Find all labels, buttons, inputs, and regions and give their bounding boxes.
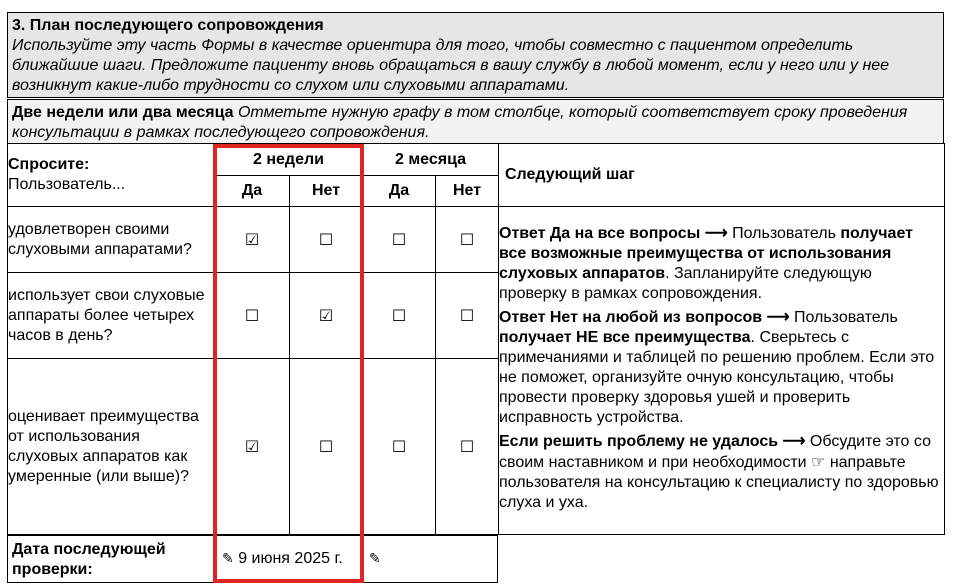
follow-up-date-row (7, 535, 498, 583)
next-step-unresolved: Если решить проблему не удалось ⟶ Обсудите это со своим наставником и при необходимости ☞ направьте пользователя на консультацию к специалисту по здоровью слуха и уха. (499, 433, 939, 511)
timing-note: Отметьте нужную графу в том столбце, который соответствует сроку проведения консультации в рамках последующего сопровождения. (12, 104, 908, 141)
follow-up-table (7, 143, 945, 535)
table-row (8, 207, 945, 273)
next-step-cell (499, 207, 945, 535)
date-2weeks-value: 9 июня 2025 г. (238, 550, 343, 567)
checkbox-2weeks-yes[interactable]: ☑ (215, 207, 290, 273)
date-label: Дата последующей проверки: (12, 541, 166, 578)
pointing-hand-icon: ☞ (811, 452, 826, 471)
ask-header (8, 144, 215, 207)
question-3: оценивает преимущества от использования слуховых аппаратов как умеренные (или выше)? (8, 359, 215, 535)
col-2months-header: 2 месяца (363, 144, 499, 176)
timing-instruction (7, 99, 944, 144)
section-intro: Используйте эту часть Формы в качестве ориентира для того, чтобы совместно с пациентом определить ближайшие шаги. Предложите пациенту вновь обращаться в вашу службу в любой момент, если у него или у нее возникнут какие-либо трудности со слухом или слуховыми аппаратами. (12, 37, 890, 94)
checkbox-2months-no[interactable]: ☐ (436, 359, 499, 535)
checkbox-2weeks-yes[interactable]: ☑ (215, 359, 290, 535)
col-2weeks-header: 2 недели (215, 144, 363, 176)
arrow-right-icon: ⟶ (782, 433, 806, 450)
date-2weeks-field[interactable] (222, 549, 343, 569)
checkbox-2weeks-no[interactable]: ☑ (290, 273, 363, 359)
ask-subtitle: Пользователь... (8, 176, 126, 193)
question-2: использует свои слуховые аппараты более четырех часов в день? (8, 273, 215, 359)
ask-title: Спросите: (8, 156, 90, 173)
date-2months-field[interactable] (369, 549, 381, 569)
checkbox-2weeks-no[interactable]: ☐ (290, 207, 363, 273)
question-1: удовлетворен своими слуховыми аппаратами? (8, 207, 215, 273)
checkbox-2months-yes[interactable]: ☐ (363, 273, 436, 359)
col-2weeks-yes: Да (215, 176, 290, 207)
checkbox-2weeks-yes[interactable]: ☐ (215, 273, 290, 359)
section-title: 3. План последующего сопровождения (12, 17, 324, 34)
checkbox-2months-no[interactable]: ☐ (436, 207, 499, 273)
next-step-header: Следующий шаг (499, 144, 945, 207)
timing-title: Две недели или два месяца (12, 104, 234, 121)
next-step-no: Ответ Нет на любой из вопросов ⟶ Пользователь получает НЕ все преимущества. Сверьтесь с примечаниями и таблицей по решению проблем. Если это не поможет, организуйте очную консультацию, чтобы провести проверку здоровья ушей и проверить исправность устройства. (499, 309, 935, 426)
col-2months-yes: Да (363, 176, 436, 207)
pencil-icon: ✎ (369, 551, 381, 567)
checkbox-2months-yes[interactable]: ☐ (363, 207, 436, 273)
pencil-icon: ✎ (222, 551, 234, 567)
section-header (7, 12, 944, 98)
arrow-right-icon: ⟶ (766, 309, 790, 326)
checkbox-2months-yes[interactable]: ☐ (363, 359, 436, 535)
arrow-right-icon: ⟶ (704, 225, 728, 242)
next-step-yes: Ответ Да на все вопросы ⟶ Пользователь получает все возможные преимущества от использования слуховых аппаратов. Запланируйте следующую проверку в рамках сопровождения. (499, 225, 913, 302)
col-2months-no: Нет (436, 176, 499, 207)
col-2weeks-no: Нет (290, 176, 363, 207)
checkbox-2weeks-no[interactable]: ☐ (290, 359, 363, 535)
checkbox-2months-no[interactable]: ☐ (436, 273, 499, 359)
